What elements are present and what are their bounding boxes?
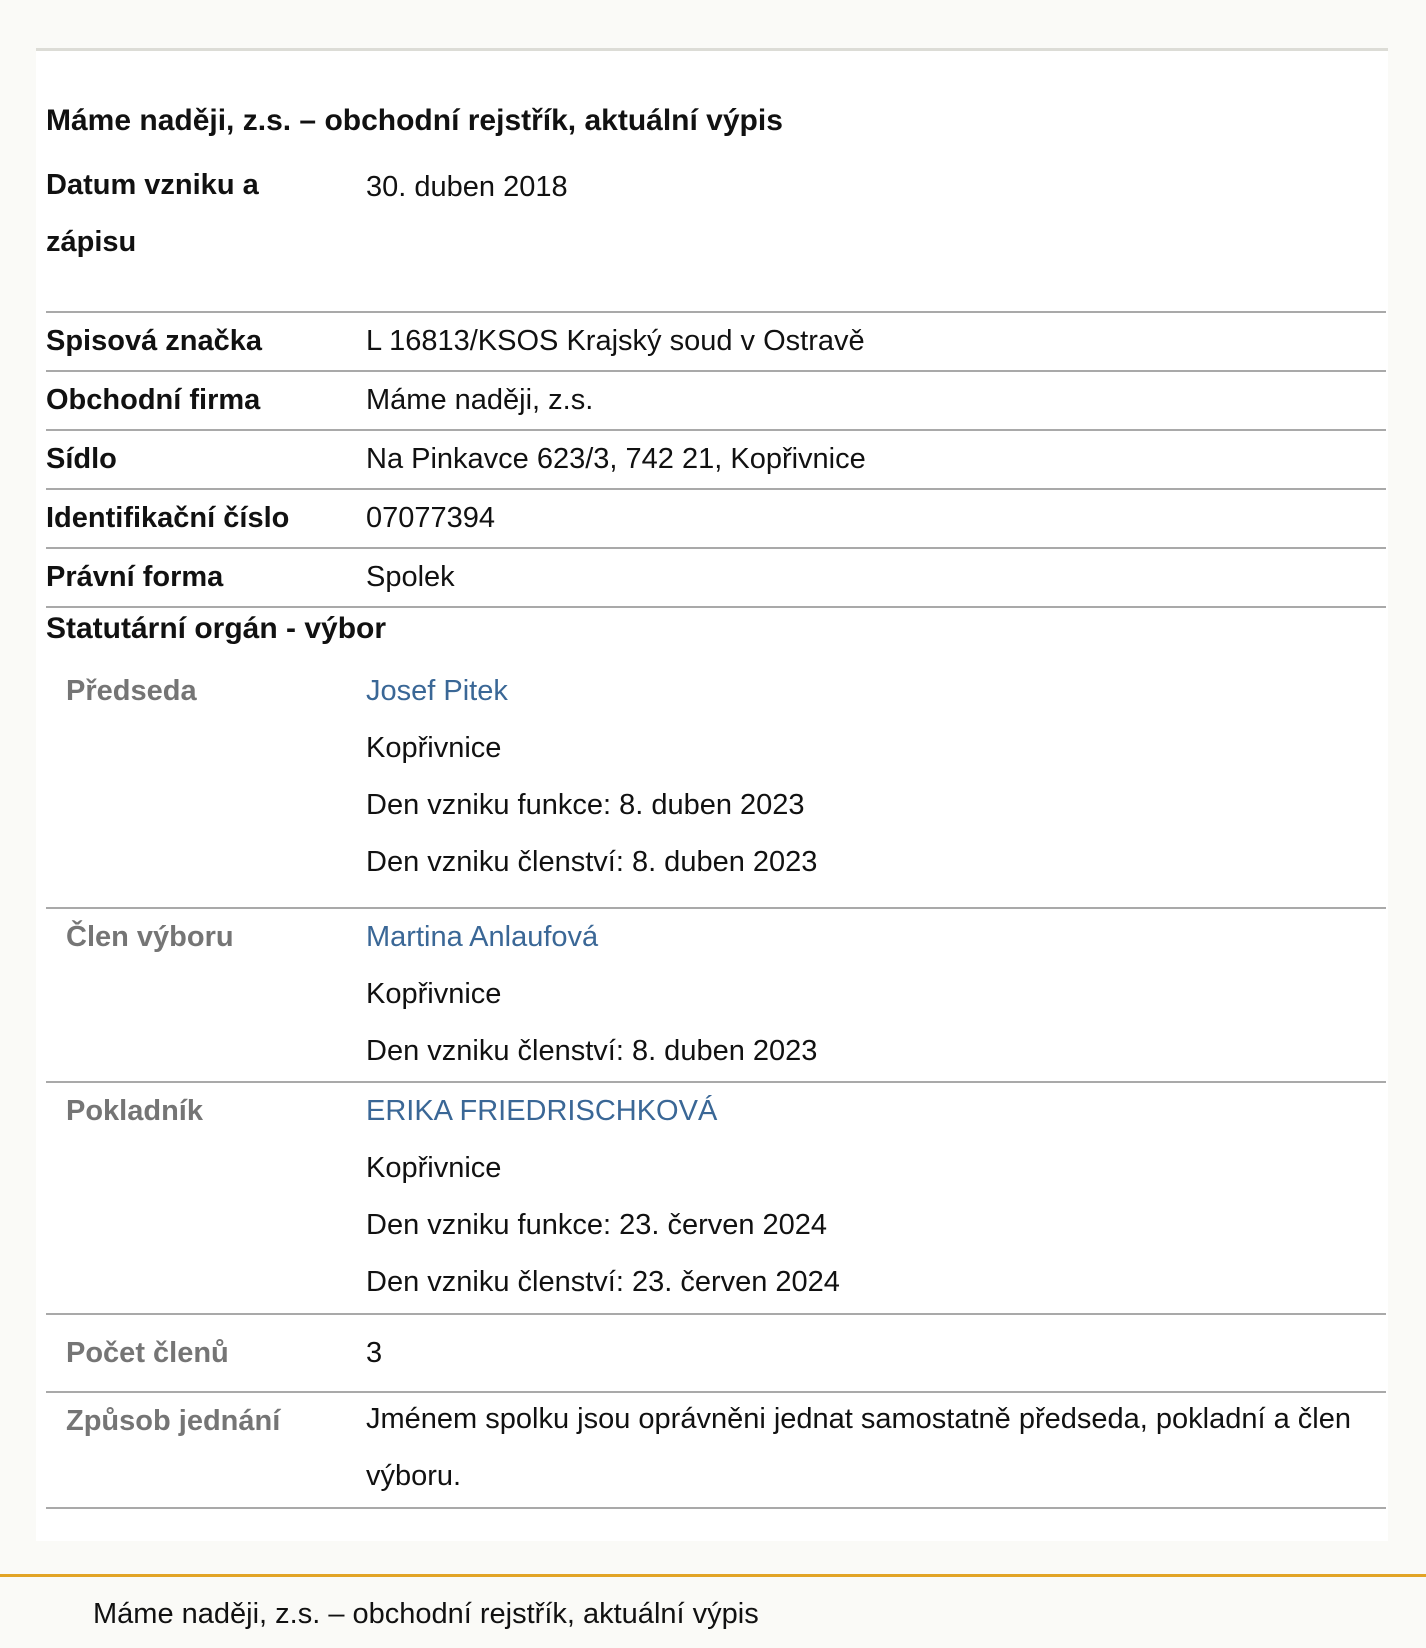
member-membership-since-treasurer: Den vzniku členství: 23. červen 2024: [366, 1266, 840, 1298]
member-name-link-committee[interactable]: Martina Anlaufová: [366, 921, 599, 953]
field-label-file-number: Spisová značka: [46, 325, 262, 357]
field-label-ico: Identifikační číslo: [46, 502, 290, 534]
member-function-since-chair: Den vzniku funkce: 8. duben 2023: [366, 789, 805, 821]
register-card: [36, 48, 1388, 1541]
member-row-treasurer: [46, 1083, 1386, 1315]
field-row-company-name: [46, 372, 1386, 431]
field-value-file-number: L 16813/KSOS Krajský soud v Ostravě: [366, 325, 865, 357]
field-value-company-name: Máme naději, z.s.: [366, 384, 594, 416]
field-value-date: 30. duben 2018: [366, 171, 568, 203]
conduct-row: [46, 1393, 1386, 1509]
field-value-legal-form: Spolek: [366, 561, 455, 593]
member-row-committee: [46, 909, 1386, 1083]
member-city-treasurer: Kopřivnice: [366, 1152, 502, 1184]
field-row-ico: [46, 490, 1386, 549]
member-city-committee: Kopřivnice: [366, 978, 502, 1010]
member-row-chair: [46, 665, 1386, 909]
conduct-value: Jménem spolku jsou oprávněni jednat samostatně předseda, pokladní a člen výboru.: [366, 1403, 1351, 1492]
field-value-seat: Na Pinkavce 623/3, 742 21, Kopřivnice: [366, 443, 866, 475]
member-name-link-chair[interactable]: Josef Pitek: [366, 675, 508, 707]
page-title: Máme naději, z.s. – obchodní rejstřík, aktuální výpis: [46, 104, 783, 137]
member-count-row: [46, 1315, 1386, 1393]
member-count-label: Počet členů: [66, 1337, 229, 1369]
field-row-date: [46, 157, 1386, 313]
footer-accent-line: [0, 1574, 1426, 1577]
field-row-file-number: [46, 313, 1386, 372]
field-value-ico: 07077394: [366, 502, 496, 534]
member-name-link-treasurer[interactable]: ERIKA FRIEDRISCHKOVÁ: [366, 1095, 718, 1127]
member-city-chair: Kopřivnice: [366, 732, 502, 764]
member-membership-since-chair: Den vzniku členství: 8. duben 2023: [366, 846, 818, 878]
conduct-label: Způsob jednání: [66, 1405, 281, 1437]
field-label-legal-form: Právní forma: [46, 561, 224, 593]
field-row-legal-form: [46, 549, 1386, 608]
field-label-company-name: Obchodní firma: [46, 384, 261, 416]
footer-title: Máme naději, z.s. – obchodní rejstřík, aktuální výpis: [93, 1598, 759, 1630]
field-label-date: Datum vzniku a zápisu: [46, 169, 259, 258]
field-row-seat: [46, 431, 1386, 490]
member-function-since-treasurer: Den vzniku funkce: 23. červen 2024: [366, 1209, 828, 1241]
member-role-treasurer: Pokladník: [66, 1095, 203, 1127]
field-label-seat: Sídlo: [46, 443, 117, 475]
member-role-committee: Člen výboru: [66, 921, 234, 953]
section-title-statutory: Statutární orgán - výbor: [46, 612, 387, 645]
member-role-chair: Předseda: [66, 675, 197, 707]
member-count-value: 3: [366, 1337, 383, 1369]
member-membership-since-committee: Den vzniku členství: 8. duben 2023: [366, 1035, 818, 1067]
